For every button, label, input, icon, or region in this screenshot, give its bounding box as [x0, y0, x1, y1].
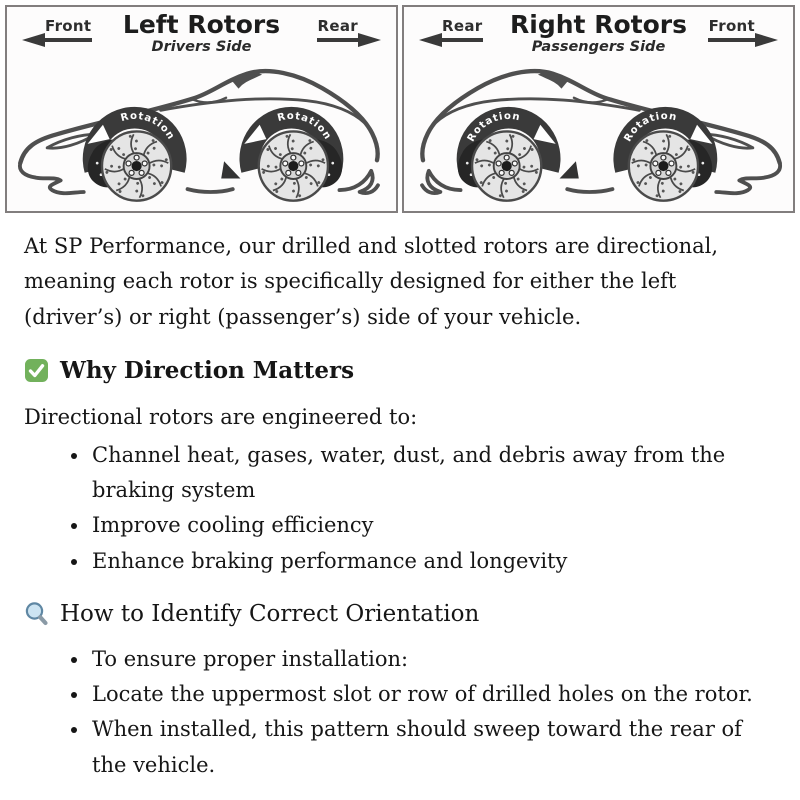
rotation-label-rear: Rotation [276, 110, 334, 143]
rotation-label-front: Rotation [119, 110, 177, 143]
article-body [0, 229, 800, 783]
panel-title: Right Rotors [510, 10, 687, 39]
right-panel-title-block [510, 12, 687, 55]
right-panel-header [404, 7, 793, 67]
front-arrow-shaft [708, 38, 756, 42]
rotation-label-rear: Rotation [465, 110, 522, 144]
front-right-arrow-icon [755, 33, 778, 47]
section-heading-identify-orientation [24, 601, 772, 627]
rear-label-text: Rear [317, 17, 358, 35]
section-heading-why-direction-matters [24, 357, 772, 384]
list-item: • Enhance braking performance and longevity [90, 544, 772, 579]
check-mark-icon [24, 358, 49, 383]
rear-direction-label [442, 17, 482, 42]
magnifying-glass-icon [24, 601, 49, 626]
rear-right-arrow-icon [358, 33, 381, 47]
list-item: • To ensure proper installation: [90, 642, 772, 677]
rotor-direction-diagram [0, 0, 800, 213]
section-heading-text: How to Identify Correct Orientation [60, 600, 480, 627]
rear-arrow-shaft [441, 38, 483, 42]
left-panel-header [7, 7, 396, 67]
front-direction-label [45, 17, 91, 42]
front-label-text: Front [708, 17, 755, 35]
intro-paragraph: At SP Performance, our drilled and slotted rotors are directional, meaning each rotor is specifically designed for either the left (driver’s) or right (passenger’s) side of your vehicle. [24, 234, 719, 329]
list-item: • Locate the uppermost slot or row of drilled holes on the rotor. [90, 677, 772, 712]
section-heading-text: Why Direction Matters [60, 356, 355, 384]
panel-title: Left Rotors [122, 10, 281, 39]
front-label-text: Front [45, 17, 92, 35]
panel-subtitle: Drivers Side [151, 39, 252, 55]
rear-left-arrow-icon [419, 33, 442, 47]
rotation-label-front: Rotation [622, 110, 679, 144]
left-panel-title-block [123, 12, 280, 55]
car-side-view-left [7, 67, 396, 217]
lead-paragraph: Directional rotors are engineered to: [24, 404, 418, 429]
rear-label-text: Rear [442, 17, 483, 35]
list-item: • When installed, this pattern should sweep toward the rear of the vehicle. [90, 712, 772, 783]
benefits-list [24, 438, 772, 579]
orientation-steps-list [24, 642, 772, 783]
front-direction-label [709, 17, 755, 42]
rear-direction-label [318, 17, 358, 42]
list-item: • Improve cooling efficiency [90, 508, 772, 543]
front-arrow-shaft [44, 38, 92, 42]
rear-arrow-shaft [317, 38, 359, 42]
right-rotors-panel [402, 5, 795, 213]
panel-subtitle: Passengers Side [531, 39, 666, 55]
left-rotors-panel [5, 5, 398, 213]
front-left-arrow-icon [22, 33, 45, 47]
car-side-view-right [404, 67, 793, 217]
list-item: • Channel heat, gases, water, dust, and debris away from the braking system [90, 438, 772, 509]
